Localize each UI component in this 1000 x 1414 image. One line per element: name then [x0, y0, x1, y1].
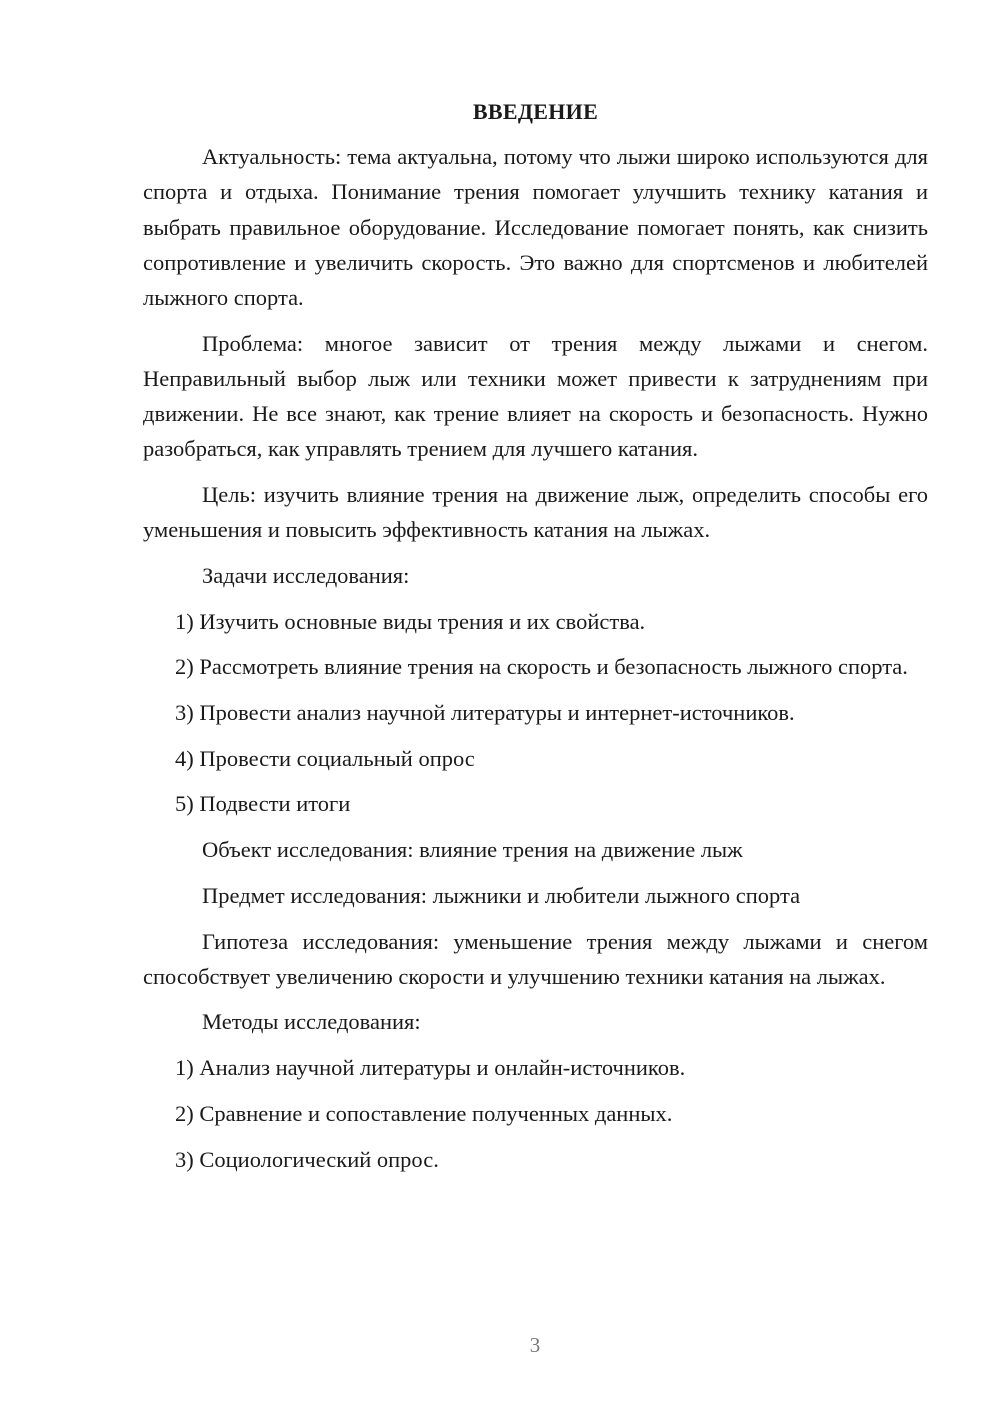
task-item: 5) Подвести итоги: [175, 791, 351, 817]
task-item: 4) Провести социальный опрос: [175, 745, 475, 771]
subject-line: Предмет исследования: лыжники и любители лыжного спорта: [202, 882, 801, 908]
section-title: ВВЕДЕНИЕ: [472, 99, 599, 124]
task-item: 1) Изучить основные виды трения и их свойства.: [175, 608, 646, 634]
method-item: 3) Социологический опрос.: [175, 1146, 439, 1172]
hypothesis-paragraph: Гипотеза исследования: уменьшение трения между лыжами и снегом способствует увеличению скорости и улучшению техники катания на лыжах.: [143, 928, 928, 989]
problem-paragraph: Проблема: многое зависит от трения между лыжами и снегом. Неправильный выбор лыж или техники может привести к затруднениям при движении. Не все знают, как трение влияет на скорость и безопасность. Нужно разобраться, как управлять трением для лучшего катания.: [143, 330, 928, 462]
goal-paragraph: Цель: изучить влияние трения на движение лыж, определить способы его уменьшения и повысить эффективность катания на лыжах.: [143, 482, 928, 543]
relevance-paragraph: Актуальность: тема актуальна, потому что лыжи широко используются для спорта и отдыха. Понимание трения помогает улучшить технику катания и выбрать правильное оборудование. Исследование помогает понять, как снизить сопротивление и увеличить скорость. Это важно для спортсменов и любителей лыжного спорта.: [143, 144, 928, 311]
method-item: 1) Анализ научной литературы и онлайн-источников.: [175, 1055, 686, 1081]
task-item: 3) Провести анализ научной литературы и интернет-источников.: [175, 700, 795, 726]
tasks-heading: Задачи исследования:: [202, 562, 410, 588]
methods-heading: Методы исследования:: [202, 1009, 421, 1035]
page-number: 3: [529, 1333, 541, 1357]
object-line: Объект исследования: влияние трения на движение лыж: [202, 837, 743, 863]
page-content: [143, 94, 928, 1187]
task-item: 2) Рассмотреть влияние трения на скорость и безопасность лыжного спорта.: [175, 654, 908, 680]
method-item: 2) Сравнение и сопоставление полученных данных.: [175, 1100, 673, 1126]
